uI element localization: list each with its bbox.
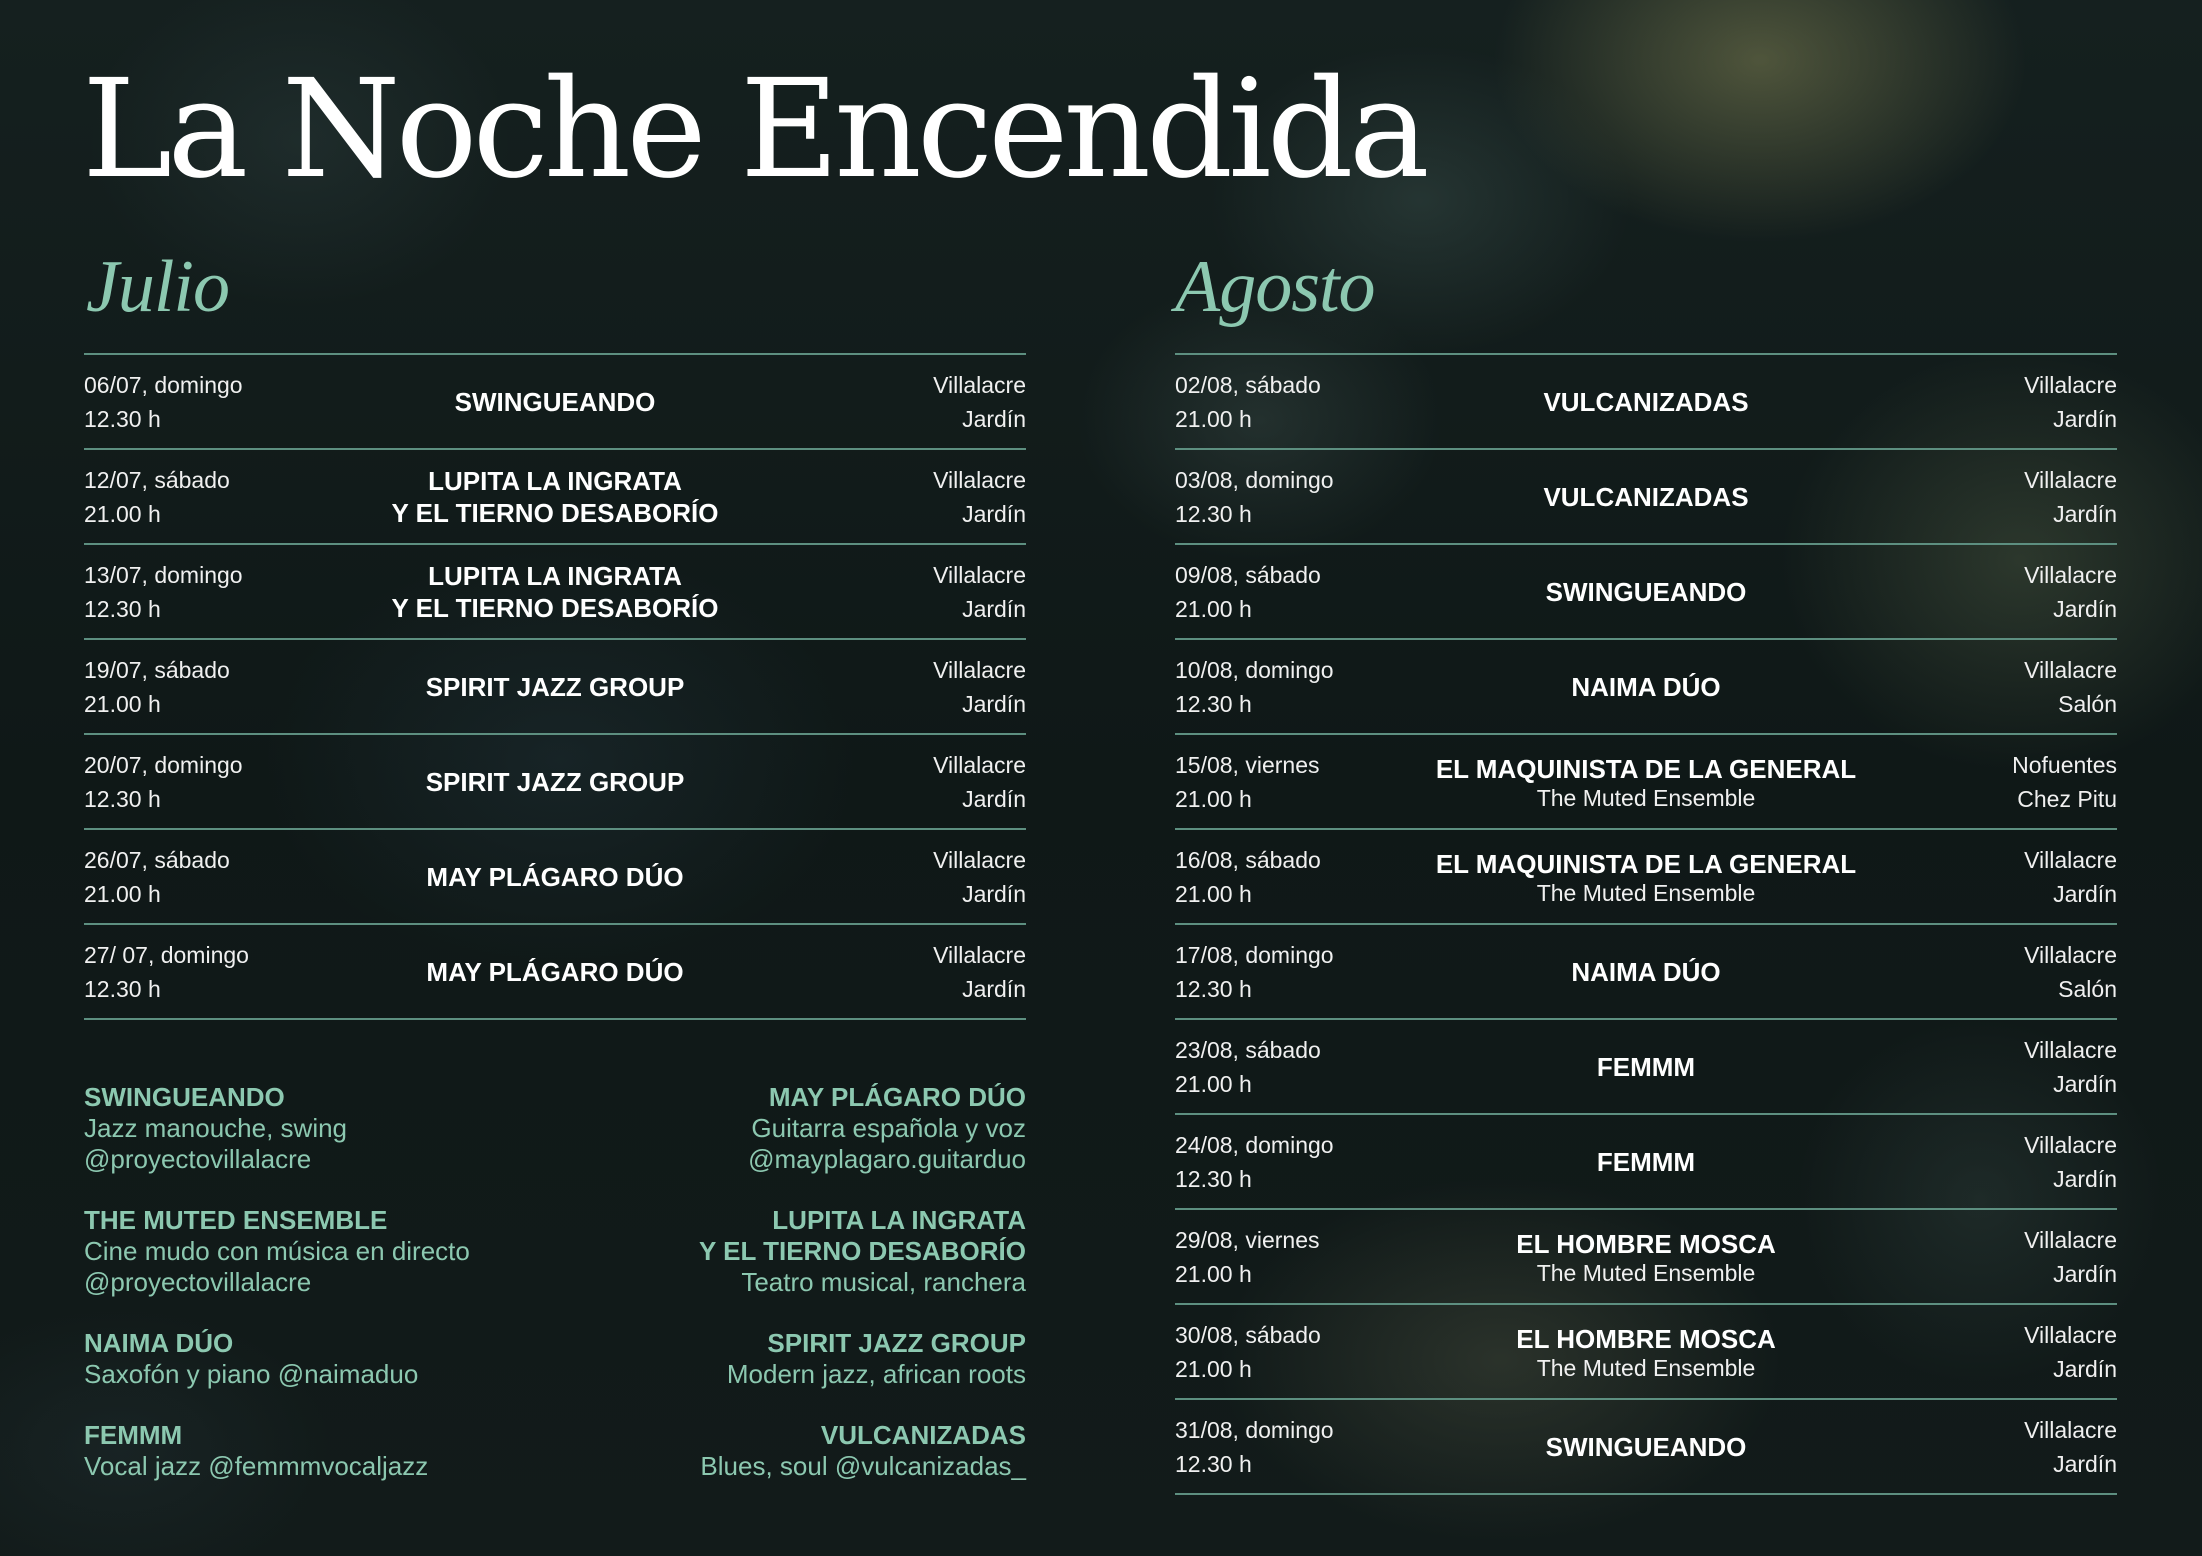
event-what bbox=[1395, 576, 1897, 608]
event-town: Villalacre bbox=[2024, 1321, 2117, 1348]
event-ensemble: The Muted Ensemble bbox=[1536, 879, 1756, 906]
event-time: 21.00 h bbox=[1175, 1260, 1252, 1287]
event-where bbox=[1897, 1128, 2117, 1196]
event-what bbox=[304, 956, 806, 988]
event-band: EL MAQUINISTA DE LA GENERAL bbox=[1435, 848, 1857, 879]
event-where bbox=[1897, 558, 2117, 626]
event-town: Villalacre bbox=[933, 371, 1026, 398]
event-band: EL MAQUINISTA DE LA GENERAL bbox=[1435, 753, 1857, 784]
event-band: EL HOMBRE MOSCA bbox=[1516, 1228, 1776, 1259]
event-row bbox=[1175, 1210, 2117, 1305]
event-what bbox=[1395, 1431, 1897, 1463]
event-time: 21.00 h bbox=[84, 880, 161, 907]
event-venue: Jardín bbox=[962, 500, 1026, 527]
event-where bbox=[806, 843, 1026, 911]
event-venue: Jardín bbox=[962, 880, 1026, 907]
event-date: 10/08, domingo bbox=[1175, 656, 1334, 683]
event-town: Villalacre bbox=[2024, 656, 2117, 683]
event-venue: Jardín bbox=[2053, 1260, 2117, 1287]
event-what bbox=[304, 560, 806, 624]
legend-artist-name: MAY PLÁGARO DÚO bbox=[768, 1082, 1026, 1112]
legend-artist-name: LUPITA LA INGRATA Y EL TIERNO DESABORÍO bbox=[699, 1205, 1026, 1266]
event-row bbox=[1175, 925, 2117, 1020]
event-venue: Jardín bbox=[962, 405, 1026, 432]
event-where bbox=[1897, 463, 2117, 531]
event-where bbox=[806, 368, 1026, 436]
event-band: EL HOMBRE MOSCA bbox=[1516, 1323, 1776, 1354]
legend-artist-info: Guitarra española y voz bbox=[751, 1113, 1026, 1143]
event-time: 21.00 h bbox=[1175, 1355, 1252, 1382]
event-venue: Jardín bbox=[2053, 880, 2117, 907]
event-venue: Jardín bbox=[2053, 405, 2117, 432]
event-venue: Jardín bbox=[962, 690, 1026, 717]
event-time: 12.30 h bbox=[1175, 500, 1252, 527]
event-when bbox=[84, 938, 304, 1006]
event-where bbox=[806, 463, 1026, 531]
event-band: LUPITA LA INGRATA Y EL TIERNO DESABORÍO bbox=[391, 560, 719, 623]
event-time: 12.30 h bbox=[1175, 690, 1252, 717]
legend-artist-name: VULCANIZADAS bbox=[820, 1420, 1026, 1450]
schedule-agosto bbox=[1175, 353, 2117, 1495]
event-ensemble: The Muted Ensemble bbox=[1536, 1259, 1756, 1286]
legend-artist-info: Blues, soul @vulcanizadas_ bbox=[700, 1451, 1026, 1481]
event-what bbox=[1395, 386, 1897, 418]
event-date: 30/08, sábado bbox=[1175, 1321, 1321, 1348]
event-date: 16/08, sábado bbox=[1175, 846, 1321, 873]
event-row bbox=[84, 830, 1026, 925]
event-where bbox=[806, 558, 1026, 626]
event-when bbox=[1175, 653, 1395, 721]
event-where bbox=[1897, 368, 2117, 436]
event-what bbox=[1395, 481, 1897, 513]
event-when bbox=[84, 653, 304, 721]
event-time: 12.30 h bbox=[84, 785, 161, 812]
event-town: Villalacre bbox=[2024, 466, 2117, 493]
event-when bbox=[1175, 1033, 1395, 1101]
event-where bbox=[1897, 1223, 2117, 1291]
month-heading-julio: Julio bbox=[86, 246, 229, 328]
legend-artist-name: SPIRIT JAZZ GROUP bbox=[767, 1328, 1026, 1358]
event-venue: Jardín bbox=[962, 595, 1026, 622]
legend-artist-name: FEMMM bbox=[84, 1420, 183, 1450]
event-what bbox=[1395, 671, 1897, 703]
event-row bbox=[84, 545, 1026, 640]
event-date: 26/07, sábado bbox=[84, 846, 230, 873]
event-what bbox=[1395, 753, 1897, 811]
event-band: NAIMA DÚO bbox=[1571, 671, 1721, 702]
event-time: 12.30 h bbox=[84, 405, 161, 432]
event-row bbox=[84, 735, 1026, 830]
legend-artist-name: NAIMA DÚO bbox=[84, 1328, 234, 1358]
event-date: 15/08, viernes bbox=[1175, 751, 1320, 778]
event-time: 12.30 h bbox=[1175, 1450, 1252, 1477]
event-date: 24/08, domingo bbox=[1175, 1131, 1334, 1158]
legend-artist-info: Modern jazz, african roots bbox=[726, 1359, 1026, 1389]
legend-artist-info: @mayplagaro.guitarduo bbox=[748, 1144, 1026, 1174]
event-venue: Jardín bbox=[2053, 500, 2117, 527]
event-row bbox=[1175, 640, 2117, 735]
schedule-julio bbox=[84, 353, 1026, 1020]
event-date: 20/07, domingo bbox=[84, 751, 243, 778]
event-band: SWINGUEANDO bbox=[1545, 1431, 1747, 1462]
event-row bbox=[1175, 450, 2117, 545]
event-where bbox=[806, 938, 1026, 1006]
event-venue: Salón bbox=[2058, 975, 2117, 1002]
event-time: 12.30 h bbox=[1175, 975, 1252, 1002]
event-row bbox=[1175, 1400, 2117, 1495]
event-when bbox=[1175, 748, 1395, 816]
legend-artist-info: Teatro musical, ranchera bbox=[741, 1267, 1026, 1297]
event-band: SWINGUEANDO bbox=[1545, 576, 1747, 607]
event-what bbox=[1395, 1228, 1897, 1286]
event-band: SWINGUEANDO bbox=[454, 386, 656, 417]
event-band: FEMMM bbox=[1596, 1051, 1696, 1082]
event-town: Villalacre bbox=[2024, 1131, 2117, 1158]
legend-entry bbox=[466, 1082, 1026, 1175]
event-when bbox=[1175, 1318, 1395, 1386]
event-town: Villalacre bbox=[933, 561, 1026, 588]
event-where bbox=[1897, 938, 2117, 1006]
event-venue: Jardín bbox=[2053, 1355, 2117, 1382]
event-venue: Jardín bbox=[2053, 1070, 2117, 1097]
legend-right-column bbox=[466, 1082, 1026, 1512]
event-row bbox=[1175, 1305, 2117, 1400]
event-town: Villalacre bbox=[933, 656, 1026, 683]
event-town: Villalacre bbox=[2024, 371, 2117, 398]
event-row bbox=[84, 640, 1026, 735]
event-band: VULCANIZADAS bbox=[1543, 481, 1749, 512]
event-time: 21.00 h bbox=[1175, 405, 1252, 432]
event-what bbox=[1395, 1323, 1897, 1381]
event-row bbox=[84, 450, 1026, 545]
event-row bbox=[1175, 1115, 2117, 1210]
event-when bbox=[84, 843, 304, 911]
event-band: MAY PLÁGARO DÚO bbox=[426, 956, 684, 987]
event-town: Villalacre bbox=[2024, 846, 2117, 873]
event-venue: Jardín bbox=[962, 975, 1026, 1002]
event-what bbox=[1395, 1051, 1897, 1083]
event-when bbox=[1175, 1223, 1395, 1291]
event-what bbox=[304, 766, 806, 798]
event-time: 12.30 h bbox=[1175, 1165, 1252, 1192]
event-where bbox=[806, 653, 1026, 721]
event-town: Villalacre bbox=[2024, 1416, 2117, 1443]
event-town: Villalacre bbox=[933, 941, 1026, 968]
event-what bbox=[304, 861, 806, 893]
event-where bbox=[1897, 653, 2117, 721]
event-where bbox=[1897, 1413, 2117, 1481]
legend-artist-info: Jazz manouche, swing bbox=[84, 1113, 348, 1143]
event-venue: Jardín bbox=[2053, 595, 2117, 622]
event-date: 03/08, domingo bbox=[1175, 466, 1334, 493]
event-row bbox=[1175, 355, 2117, 450]
event-band: LUPITA LA INGRATA Y EL TIERNO DESABORÍO bbox=[391, 465, 719, 528]
event-time: 21.00 h bbox=[1175, 785, 1252, 812]
event-what bbox=[304, 671, 806, 703]
event-town: Villalacre bbox=[933, 751, 1026, 778]
event-band: VULCANIZADAS bbox=[1543, 386, 1749, 417]
event-row bbox=[84, 925, 1026, 1020]
event-town: Villalacre bbox=[2024, 941, 2117, 968]
legend-entry bbox=[466, 1205, 1026, 1298]
event-venue: Chez Pitu bbox=[2017, 785, 2117, 812]
legend-artist-info: Cine mudo con música en directo bbox=[84, 1236, 470, 1266]
event-row bbox=[1175, 1020, 2117, 1115]
event-ensemble: The Muted Ensemble bbox=[1536, 1354, 1756, 1381]
event-town: Villalacre bbox=[2024, 1226, 2117, 1253]
event-venue: Salón bbox=[2058, 690, 2117, 717]
event-date: 29/08, viernes bbox=[1175, 1226, 1320, 1253]
event-where bbox=[1897, 843, 2117, 911]
event-town: Villalacre bbox=[2024, 1036, 2117, 1063]
event-date: 12/07, sábado bbox=[84, 466, 230, 493]
event-when bbox=[84, 463, 304, 531]
event-when bbox=[84, 368, 304, 436]
page-title: La Noche Encendida bbox=[82, 51, 1425, 209]
event-what bbox=[1395, 1146, 1897, 1178]
event-when bbox=[1175, 1413, 1395, 1481]
event-band: MAY PLÁGARO DÚO bbox=[426, 861, 684, 892]
event-band: FEMMM bbox=[1596, 1146, 1696, 1177]
event-time: 21.00 h bbox=[84, 690, 161, 717]
event-when bbox=[1175, 938, 1395, 1006]
event-when bbox=[84, 748, 304, 816]
event-ensemble: The Muted Ensemble bbox=[1536, 784, 1756, 811]
event-what bbox=[1395, 848, 1897, 906]
event-date: 31/08, domingo bbox=[1175, 1416, 1334, 1443]
legend-entry bbox=[466, 1328, 1026, 1390]
legend-artist-info: Saxofón y piano @naimaduo bbox=[84, 1359, 419, 1389]
event-town: Villalacre bbox=[2024, 561, 2117, 588]
event-time: 21.00 h bbox=[1175, 595, 1252, 622]
event-when bbox=[1175, 1128, 1395, 1196]
event-row bbox=[84, 355, 1026, 450]
event-band: NAIMA DÚO bbox=[1571, 956, 1721, 987]
event-date: 19/07, sábado bbox=[84, 656, 230, 683]
event-date: 06/07, domingo bbox=[84, 371, 243, 398]
event-town: Villalacre bbox=[933, 466, 1026, 493]
event-what bbox=[1395, 956, 1897, 988]
legend-artist-name: THE MUTED ENSEMBLE bbox=[84, 1205, 388, 1235]
event-what bbox=[304, 465, 806, 529]
event-date: 17/08, domingo bbox=[1175, 941, 1334, 968]
event-when bbox=[1175, 368, 1395, 436]
event-when bbox=[84, 558, 304, 626]
event-where bbox=[1897, 748, 2117, 816]
event-time: 12.30 h bbox=[84, 595, 161, 622]
event-town: Villalacre bbox=[933, 846, 1026, 873]
event-row bbox=[1175, 830, 2117, 925]
event-when bbox=[1175, 843, 1395, 911]
event-date: 27/ 07, domingo bbox=[84, 941, 249, 968]
event-town: Nofuentes bbox=[2012, 751, 2117, 778]
legend-artist-info: @proyectovillalacre bbox=[84, 1267, 312, 1297]
event-when bbox=[1175, 463, 1395, 531]
event-what bbox=[304, 386, 806, 418]
event-where bbox=[806, 748, 1026, 816]
event-band: SPIRIT JAZZ GROUP bbox=[425, 671, 685, 702]
event-band: SPIRIT JAZZ GROUP bbox=[425, 766, 685, 797]
event-date: 13/07, domingo bbox=[84, 561, 243, 588]
event-date: 23/08, sábado bbox=[1175, 1036, 1321, 1063]
event-date: 02/08, sábado bbox=[1175, 371, 1321, 398]
legend-artist-name: SWINGUEANDO bbox=[84, 1082, 285, 1112]
event-time: 21.00 h bbox=[84, 500, 161, 527]
event-time: 21.00 h bbox=[1175, 1070, 1252, 1097]
legend-entry bbox=[466, 1420, 1026, 1482]
event-row bbox=[1175, 545, 2117, 640]
event-venue: Jardín bbox=[2053, 1165, 2117, 1192]
month-heading-agosto: Agosto bbox=[1175, 246, 1375, 328]
legend-artist-info: @proyectovillalacre bbox=[84, 1144, 312, 1174]
event-where bbox=[1897, 1318, 2117, 1386]
event-time: 12.30 h bbox=[84, 975, 161, 1002]
event-date: 09/08, sábado bbox=[1175, 561, 1321, 588]
event-venue: Jardín bbox=[2053, 1450, 2117, 1477]
event-venue: Jardín bbox=[962, 785, 1026, 812]
event-row bbox=[1175, 735, 2117, 830]
legend-artist-info: Vocal jazz @femmmvocaljazz bbox=[84, 1451, 429, 1481]
event-when bbox=[1175, 558, 1395, 626]
event-where bbox=[1897, 1033, 2117, 1101]
event-time: 21.00 h bbox=[1175, 880, 1252, 907]
